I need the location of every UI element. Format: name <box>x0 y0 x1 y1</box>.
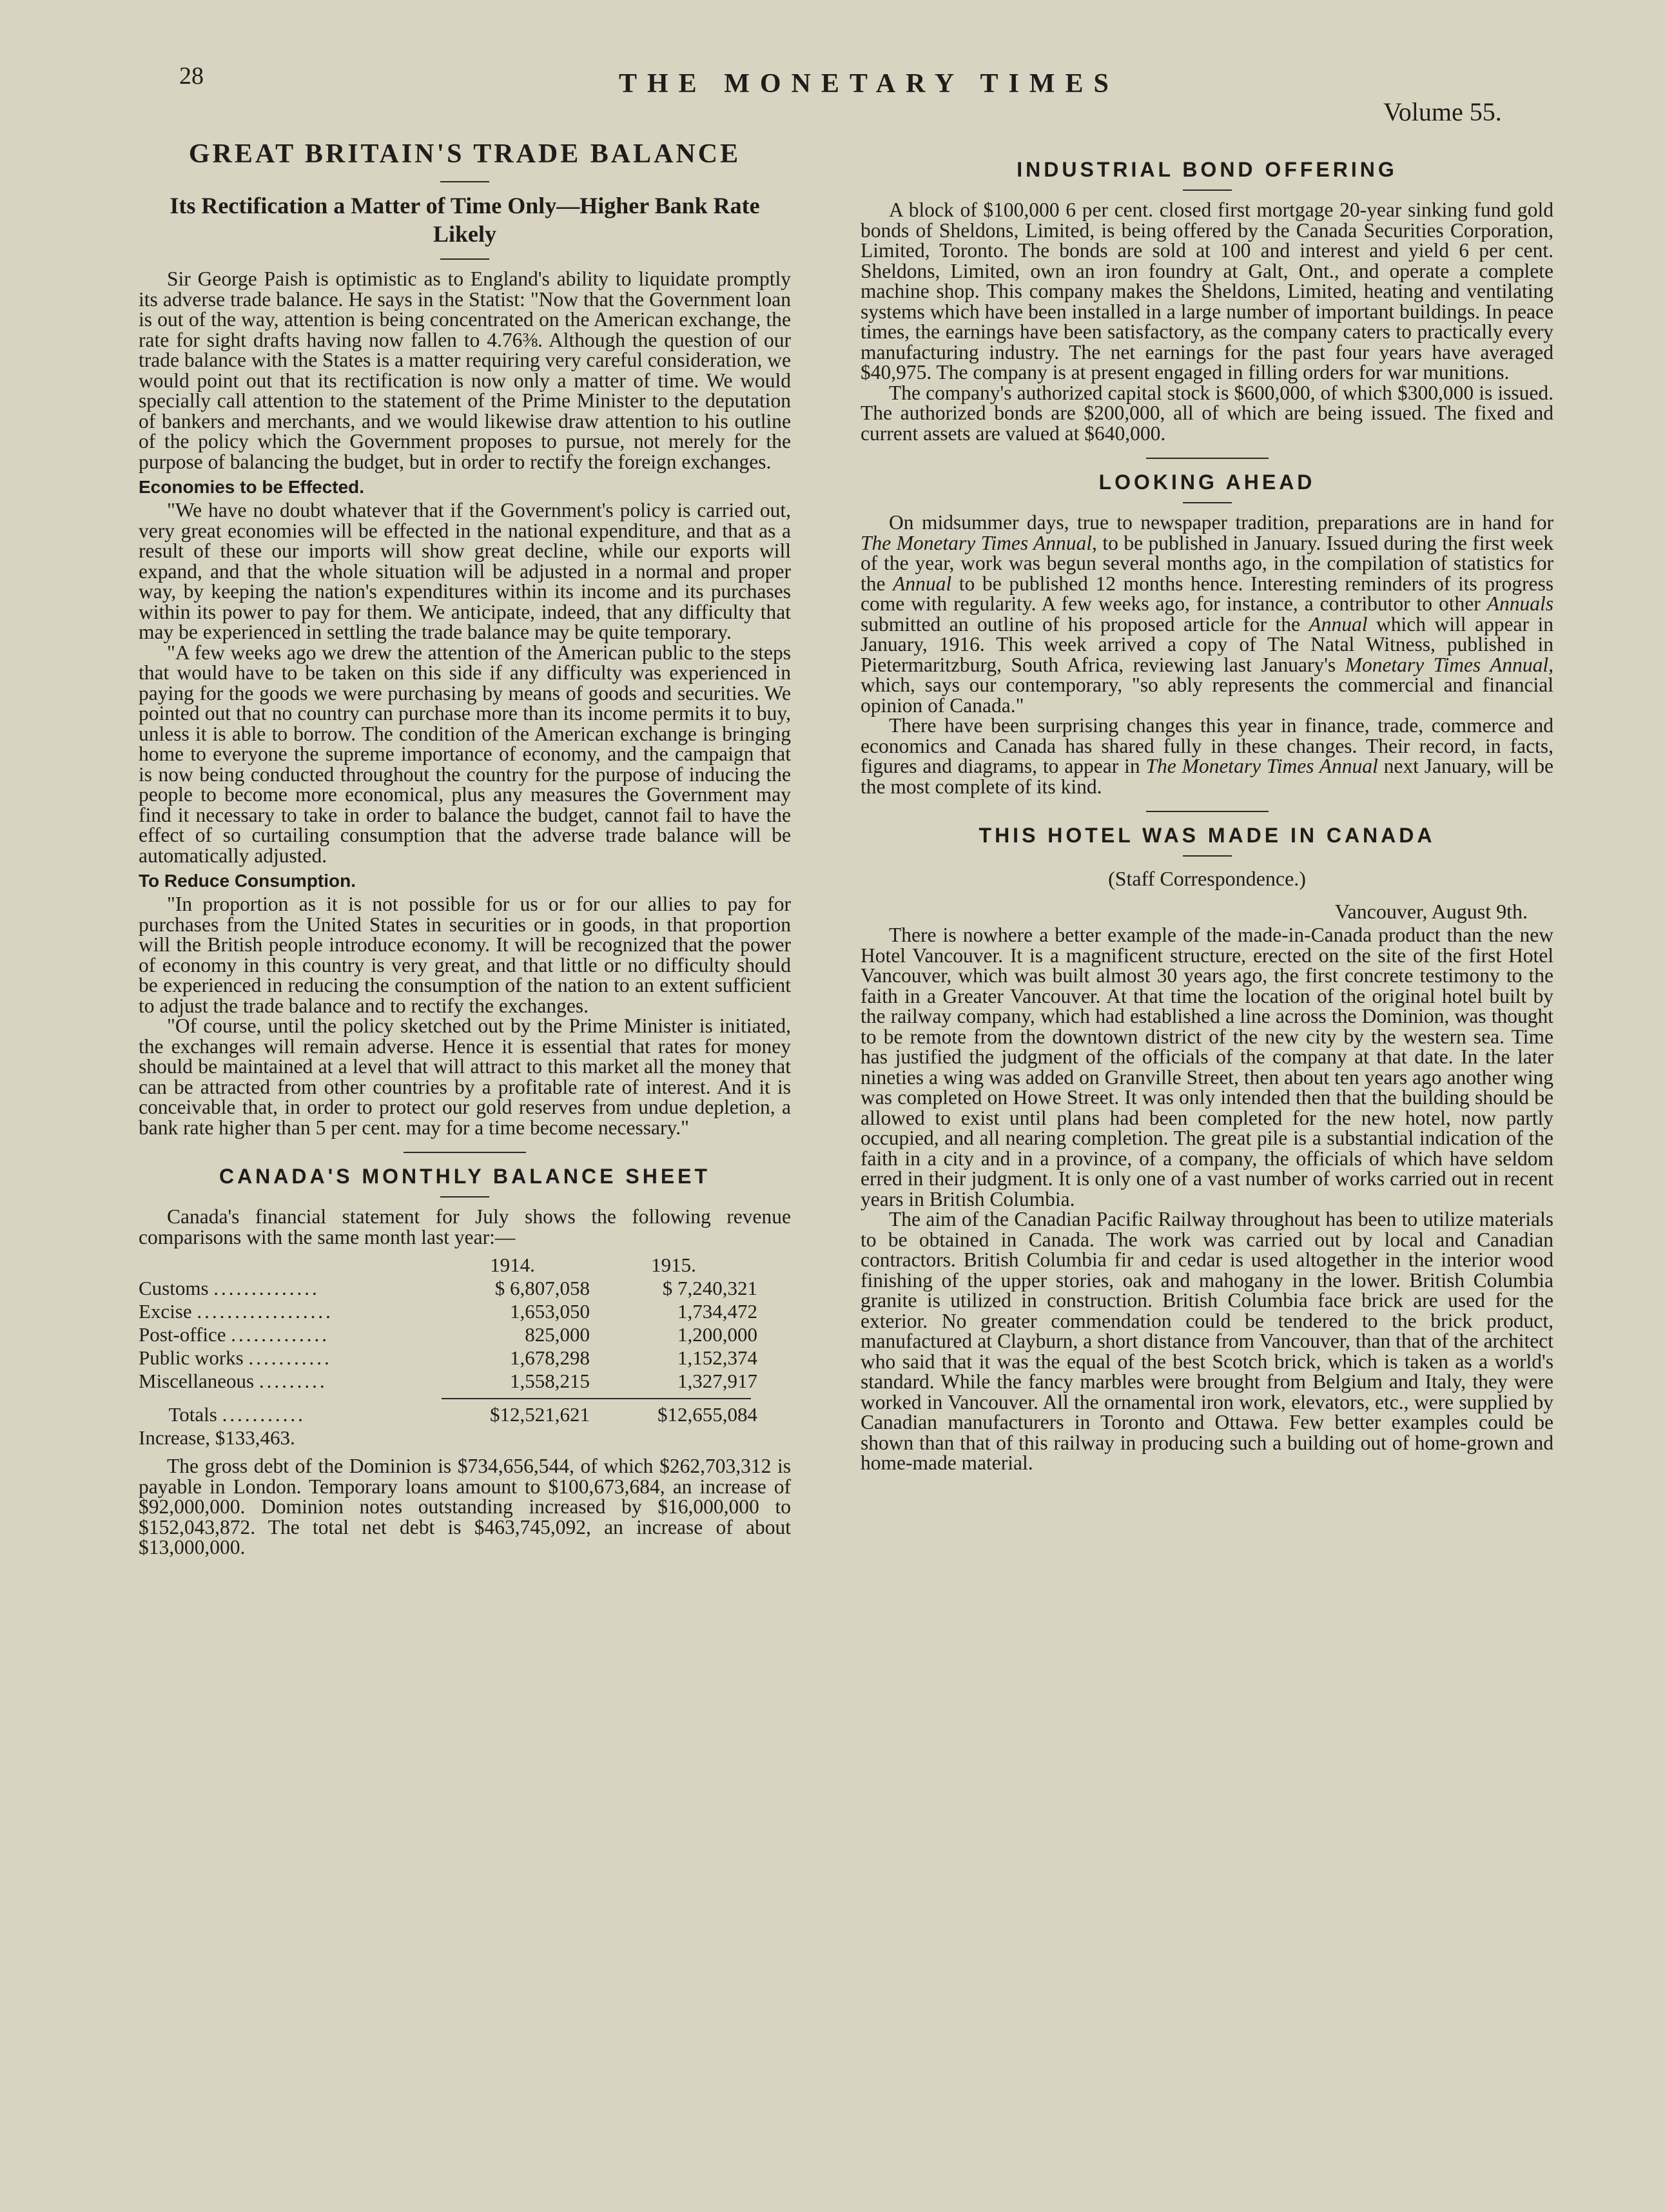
paragraph: Canada's financial statement for July shows the following revenue comparisons with the same month last year:— <box>139 1205 791 1248</box>
byline: (Staff Correspondence.) <box>1108 867 1306 890</box>
totals-rule <box>442 1398 751 1399</box>
section-divider <box>1146 458 1269 459</box>
looking-ahead-title: LOOKING AHEAD <box>1098 471 1316 494</box>
divider <box>440 258 489 260</box>
paragraph: On midsummer days, true to newspaper tradition, preparations are in hand for The Monetary Times Annual, to be published in January. Issued during the first week of the year, work was begun several months ago, in the compilation of statistics for the Annual to be published 12 months hence. Interesting reminders of its progress come with regularity. A few weeks ago, for instance, a contributor to other Annuals submitted an outline of his proposed article for the Annual which will appear in January, 1916. This week arrived a copy of The Natal Witness, published in Pietermaritzburg, South Africa, reviewing last January's Monetary Times Annual, which, says our contemporary, "so ably represents the commercial and financial opinion of Canada." <box>861 511 1553 717</box>
paragraph: Sir George Paish is optimistic as to England's ability to liquidate promptly its adverse trade balance. He says in the Statist: "Now that the Government loan is out of the way, attention is being concentrated on the American exchange, the rate for sight drafts having now fallen to 4.76⅜. Although the question of our trade balance with the States is a matter requiring very careful consideration, we would point out that its rectification is now only a matter of time. We would specially call attention to the statement of the Prime Minister to the deputation of bankers and merchants, and we would likewise draw attention to his outline of the policy which the Government proposes to pursue, not merely for the purpose of balancing the budget, but in order to rectify the foreign exchanges. <box>139 267 791 473</box>
trade-balance-title: GREAT BRITAIN'S TRADE BALANCE <box>188 139 741 169</box>
section-divider <box>404 1152 526 1153</box>
right-column <box>861 132 1553 1473</box>
total-1915: $12,655,084 <box>657 1403 757 1426</box>
table-row <box>139 1300 791 1323</box>
value-1914: 1,678,298 <box>510 1346 590 1369</box>
value-1914: $ 6,807,058 <box>494 1277 590 1299</box>
paragraph: A block of $100,000 6 per cent. closed first mortgage 20-year sinking fund gold bonds of Sheldons, Limited, is being offered by the Canada Securities Corporation, Limited, Toronto. The bonds are sold at 100 and interest and yield 6 per cent. Sheldons, Limited, own an iron foundry at Galt, Ont., and operate a complete machine shop. This company makes the Sheldons, Limited, heating and ventilating systems which have been installed in a large number of important buildings. In peace times, the earnings have been satisfactory, as the company caters to practically every manufacturing industry. The net earnings for the past four years have averaged $40,975. The company is at present engaged in filling orders for war munitions. <box>861 199 1553 383</box>
year-header: 1914. <box>490 1254 535 1276</box>
value-1915: 1,152,374 <box>677 1346 757 1369</box>
row-label: Totals ........... <box>168 1403 306 1426</box>
totals-row <box>139 1403 791 1426</box>
page-number: 28 <box>179 63 204 90</box>
divider <box>440 1196 489 1198</box>
section-heading: Economies to be Effected. <box>139 477 365 497</box>
section-heading: To Reduce Consumption. <box>139 871 356 891</box>
value-1914: 1,653,050 <box>510 1300 590 1323</box>
balance-sheet-title: CANADA'S MONTHLY BALANCE SHEET <box>219 1165 711 1188</box>
paragraph: "Of course, until the policy sketched out by the Prime Minister is initiated, the exchanges will remain adverse. Hence it is essential that rates for money should be maintained at a level that will attract to this market all the money that can be attracted from other countries by a profitable rate of interest. And it is conceivable that, in order to protect our gold reserves from undue depletion, a bank rate higher than 5 per cent. may for a time become necessary." <box>139 1014 791 1139</box>
left-column <box>139 132 791 1558</box>
paragraph: The gross debt of the Dominion is $734,656,544, of which $262,703,312 is payable in London. Temporary loans amount to $100,673,684, an increase of $92,000,000. Dominion notes outstanding increased by $16,000,000 to $152,043,872. The total net debt is $463,745,092, an increase of about $13,000,000. <box>139 1455 791 1558</box>
looking-ahead-article <box>861 471 1553 797</box>
value-1915: 1,734,472 <box>677 1300 757 1323</box>
hotel-article <box>861 824 1553 1473</box>
paragraph: There is nowhere a better example of the made-in-Canada product than the new Hotel Vancouver. It is a magnificent structure, erected on the site of the first Hotel Vancouver, which was built almost 30 years ago, the first concrete testimony to the faith in a Greater Vancouver. At that time the location of the original hotel built by the railway company, which had established a line across the Dominion, was thought to be remote from the downtown district of the new city by the western sea. Time has justified the judgment of the officials of the company at that date. In the later nineties a wing was added on Granville Street, then about ten years ago another wing was completed on Howe Street. It was only intended then that the building should be allowed to exist until plans had been completed for the new hotel, now partly occupied, and all nearing completion. The great pile is a substantial indication of the faith in a city and in a province, of a company, the officials of which have seldom erred in their judgment. It is only one of a vast number of works carried out in recent years in British Columbia. <box>861 924 1553 1210</box>
volume-label: Volume 55. <box>1383 97 1502 126</box>
paragraph: There have been surprising changes this year in finance, trade, commerce and economics and Canada has shared fully in these changes. Their record, in facts, figures and diagrams, to appear in The Monetary Times Annual next January, will be the most complete of its kind. <box>861 714 1553 798</box>
divider <box>440 181 489 182</box>
paragraph: The company's authorized capital stock is $600,000, of which $300,000 is issued. The authorized bonds are $200,000, all of which are being issued. The fixed and current assets are valued at $640,000. <box>861 381 1553 445</box>
table-row <box>139 1323 791 1346</box>
table-row <box>139 1277 791 1300</box>
paragraph: The aim of the Canadian Pacific Railway throughout has been to utilize materials to be obtained in Canada. The work was carried out by local and Canadian contractors. British Columbia fir and cedar is used altogether in the interior wood finishing of the upper stories, oak and mahogany in the lower. British Columbia granite is utilized in construction. British Columbia face brick are used for the exterior. No greater commendation could be tendered to the brick product, manufactured at Clayburn, a short distance from Vancouver, than that of the architect who said that it was the equal of the best Scotch brick, which is taken as a world's standard. While the fancy marbles were brought from Belgium and Italy, they were worked in Vancouver. All the ornamental iron work, elevators, etc., were supplied by Canadian manufacturers in Toronto and Ottawa. Few better examples could be shown than that of this railway in producing such a building out of home-grown and home-made material. <box>861 1208 1553 1474</box>
trade-balance-article <box>139 139 791 1138</box>
divider <box>1183 189 1232 191</box>
year-header: 1915. <box>651 1254 696 1276</box>
value-1914: 1,558,215 <box>510 1370 590 1392</box>
table-row <box>139 1346 791 1370</box>
revenue-table <box>139 1254 791 1450</box>
value-1915: $ 7,240,321 <box>662 1277 757 1299</box>
row-label: Customs .............. <box>139 1277 320 1299</box>
increase-line: Increase, $133,463. <box>139 1426 295 1449</box>
section-divider <box>1146 811 1269 812</box>
row-label: Post-office ............. <box>139 1323 329 1346</box>
table-row <box>139 1370 791 1393</box>
row-label: Miscellaneous ......... <box>139 1370 327 1392</box>
paragraph: "In proportion as it is not possible for us or for our allies to pay for purchases from the United States in securities or in goods, in that proportion will the British people introduce economy. It will be recognized that the power of economy in this country is very great, and that little or no difficulty should be experienced in reducing the consumption of the nation to an extent sufficient to adjust the trade balance and to rectify the exchanges. <box>139 893 791 1017</box>
value-1914: 825,000 <box>525 1323 590 1346</box>
bond-offering-title: INDUSTRIAL BOND OFFERING <box>1017 158 1397 181</box>
divider <box>1183 502 1232 503</box>
row-label: Excise .................. <box>139 1300 333 1323</box>
balance-sheet-article <box>139 1165 791 1558</box>
table-header <box>139 1254 791 1277</box>
trade-balance-subtitle: Its Rectification a Matter of Time Only—Higher Bank Rate Likely <box>170 193 760 247</box>
total-1914: $12,521,621 <box>490 1403 590 1426</box>
paragraph: "A few weeks ago we drew the attention of the American public to the steps that would have to be taken on this side if any difficulty was experienced in paying for the goods we were purchasing by means of goods and securities. We pointed out that no country can purchase more than its income permits it to buy, unless it is able to borrow. The condition of the American exchange is bringing home to everyone the supreme importance of economy, and the campaign that is now being conducted throughout the country for the purpose of inducing the people to become more economical, plus any measures the Government may find it necessary to take in order to balance the budget, cannot fail to have the effect of so curtailing consumption that the adverse trade balance will be automatically adjusted. <box>139 641 791 867</box>
row-label: Public works ........... <box>139 1346 332 1369</box>
bond-offering-article <box>861 158 1553 443</box>
hotel-title: THIS HOTEL WAS MADE IN CANADA <box>979 824 1436 847</box>
masthead: THE MONETARY TIMES <box>619 69 1119 99</box>
value-1915: 1,200,000 <box>677 1323 757 1346</box>
dateline: Vancouver, August 9th. <box>1334 900 1528 923</box>
paragraph: "We have no doubt whatever that if the Government's policy is carried out, very great economies will be effected in the national expenditure, and that as a result of these our imports will show great decline, while our exports will expand, and that the whole situation will be adjusted in a normal and proper way, by keeping the nation's expenditures within its income and its purchases within its power to pay for them. We anticipate, indeed, that any difficulty that may be experienced in settling the trade balance may be quite temporary. <box>139 499 791 643</box>
divider <box>1183 855 1232 857</box>
value-1915: 1,327,917 <box>677 1370 757 1392</box>
